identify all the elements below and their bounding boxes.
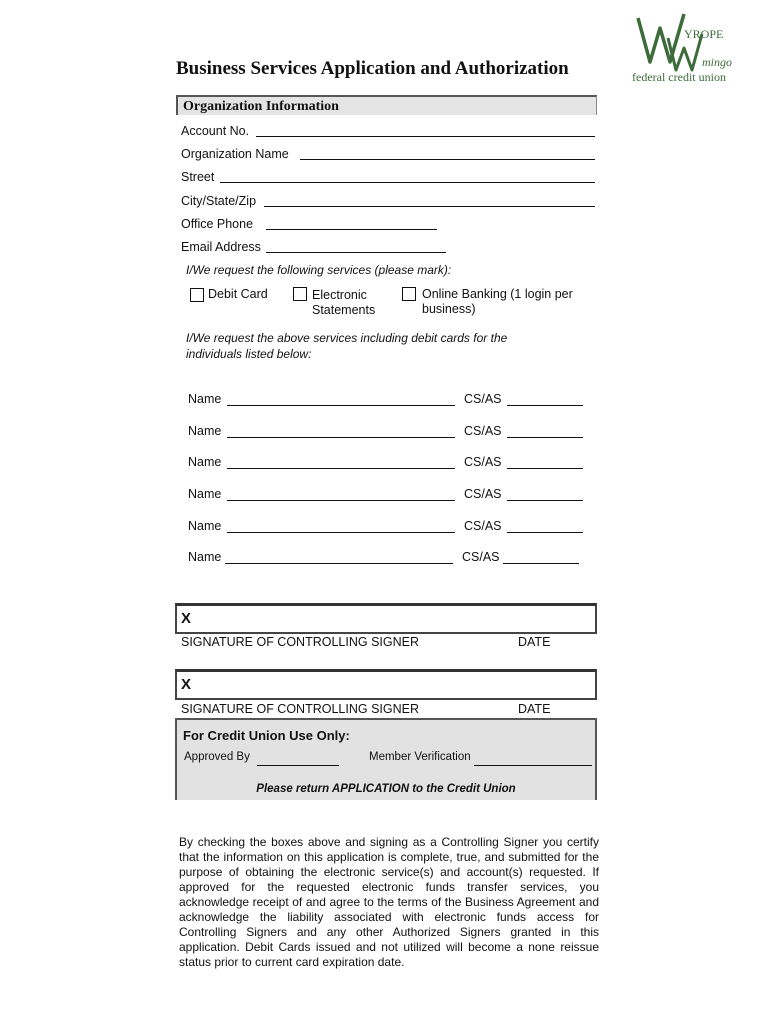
- signature-mark: X: [181, 610, 192, 627]
- name-row: [188, 550, 221, 564]
- estatements-label-line1: Electronic: [312, 288, 367, 302]
- csas-label: CS/AS: [464, 392, 502, 406]
- logo-word-2: mingo: [702, 55, 732, 69]
- return-note: Please return APPLICATION to the Credit Union: [256, 783, 516, 795]
- name-label: Name: [188, 424, 222, 438]
- organization-section-header: [176, 95, 597, 115]
- name-field[interactable]: [227, 468, 455, 469]
- name-label: Name: [188, 487, 222, 501]
- phone-field[interactable]: [266, 229, 437, 230]
- street-field[interactable]: [220, 182, 595, 183]
- csas-field[interactable]: [507, 468, 583, 469]
- csas-field[interactable]: [507, 500, 583, 501]
- org-name-field[interactable]: [300, 159, 595, 160]
- csas-field[interactable]: [507, 532, 583, 533]
- email-field[interactable]: [266, 252, 446, 253]
- section-header-label: Organization Information: [183, 99, 339, 114]
- debit-card-checkbox[interactable]: [190, 288, 204, 302]
- signature-box-1[interactable]: [175, 603, 597, 634]
- signature-caption-1: SIGNATURE OF CONTROLLING SIGNER: [181, 635, 419, 649]
- debit-card-label: Debit Card: [208, 287, 268, 301]
- estatements-checkbox[interactable]: [293, 287, 307, 301]
- name-label: Name: [188, 550, 222, 564]
- name-field[interactable]: [227, 405, 455, 406]
- name-row: [188, 519, 221, 533]
- name-label: Name: [188, 455, 222, 469]
- account-label: Account No.: [181, 124, 250, 138]
- csas-label: CS/AS: [464, 487, 502, 501]
- approved-by-field[interactable]: [257, 765, 339, 766]
- city-field[interactable]: [264, 206, 595, 207]
- email-label: Email Address: [181, 240, 261, 254]
- member-verification-field[interactable]: [474, 765, 592, 766]
- member-verification-label: Member Verification: [369, 751, 471, 763]
- account-field[interactable]: [256, 136, 595, 137]
- street-label: Street: [181, 170, 215, 184]
- approved-by-label: Approved By: [184, 751, 250, 763]
- credit-union-use-panel: [175, 718, 597, 800]
- phone-label: Office Phone: [181, 217, 254, 231]
- online-banking-label-line1: Online Banking (1 login per: [422, 287, 573, 301]
- signature-mark: X: [181, 676, 192, 693]
- name-row: [188, 455, 221, 469]
- name-label: Name: [188, 519, 222, 533]
- name-field[interactable]: [225, 563, 453, 564]
- online-banking-checkbox[interactable]: [402, 287, 416, 301]
- services-prompt: I/We request the following services (please mark):: [186, 263, 452, 277]
- name-field[interactable]: [227, 500, 455, 501]
- individuals-prompt-line1: I/We request the above services including debit cards for the: [186, 331, 508, 345]
- csas-field[interactable]: [507, 405, 583, 406]
- name-row: [188, 487, 221, 501]
- credit-union-use-title: For Credit Union Use Only:: [183, 728, 350, 743]
- signature-date-label-1: DATE: [518, 635, 551, 649]
- org-name-label: Organization Name: [181, 147, 289, 161]
- signature-box-2[interactable]: [175, 669, 597, 700]
- disclaimer-paragraph: By checking the boxes above and signing as a Controlling Signer you certify that the information on this application is complete, true, and submitted for the purpose of obtaining the electronic service(s) and account(s) requested. If approved for the requested electronic funds transfer services, you acknowledge receipt of and agree to the terms of the Business Agreement and acknowledge the liability associated with electronic funds access for Controlling Signers and any other Authorized Signers granted in this application. Debit Cards issued and not utilized will become a none reissue status prior to current card expiration date.: [179, 835, 599, 969]
- name-field[interactable]: [227, 437, 455, 438]
- signature-date-label-2: DATE: [518, 702, 551, 716]
- csas-field[interactable]: [503, 563, 579, 564]
- name-row: [188, 392, 221, 406]
- name-row: [188, 424, 221, 438]
- form-title: Business Services Application and Authorization: [176, 58, 569, 79]
- city-label: City/State/Zip: [181, 194, 257, 208]
- signature-caption-2: SIGNATURE OF CONTROLLING SIGNER: [181, 702, 419, 716]
- name-field[interactable]: [227, 532, 455, 533]
- online-banking-label-line2: business): [422, 302, 476, 316]
- logo-tagline: federal credit union: [632, 70, 726, 84]
- name-label: Name: [188, 392, 222, 406]
- csas-field[interactable]: [507, 437, 583, 438]
- csas-label: CS/AS: [464, 455, 502, 469]
- individuals-prompt-line2: individuals listed below:: [186, 347, 312, 361]
- logo-word-1: YROPE: [684, 27, 724, 41]
- estatements-label-line2: Statements: [312, 303, 376, 317]
- csas-label: CS/AS: [464, 519, 502, 533]
- csas-label: CS/AS: [462, 550, 500, 564]
- csas-label: CS/AS: [464, 424, 502, 438]
